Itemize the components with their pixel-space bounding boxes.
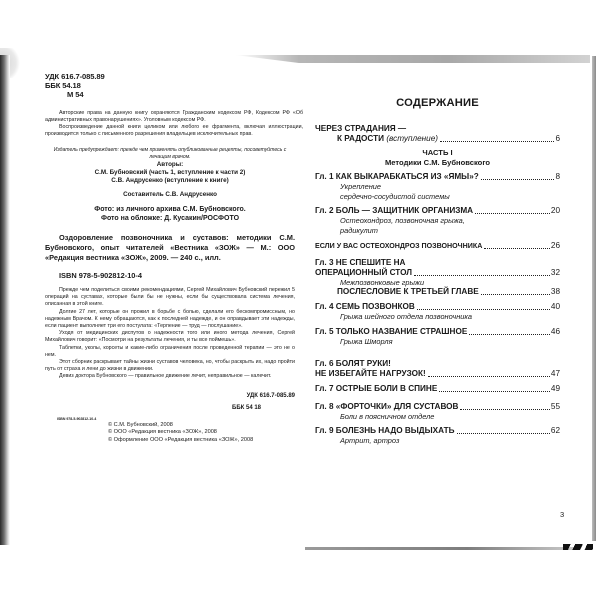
dot-leader <box>481 179 555 180</box>
toc-entry-subtitle: Межпозвонковые грыжи <box>340 277 425 287</box>
toc-page-number: 38 <box>550 287 560 297</box>
part-heading <box>315 148 560 167</box>
scan-top-shadow <box>235 55 590 63</box>
toc-entry-subtitle: Грыжа Шморля <box>340 336 393 346</box>
dot-leader <box>417 309 550 310</box>
isbn-small: ISBN 978-5-902812-10-4 <box>57 416 97 421</box>
dot-leader <box>469 334 550 335</box>
toc-entry-title: ЧЕРЕЗ СТРАДАНИЯ — <box>315 124 407 133</box>
dot-leader <box>475 213 550 214</box>
scan-bottom-edge <box>305 547 575 550</box>
authors-heading: Авторы: <box>156 161 184 168</box>
copyright-notice-1: Авторские права на данную книгу охраняются Гражданским кодексом РФ, Кодексом РФ «Об административных правонарушениях». Уголовным кодексом РФ. <box>45 110 303 123</box>
author-2: С.В. Андрусенко (вступление к книге) <box>111 177 229 184</box>
toc-entry <box>315 241 560 251</box>
toc-entry <box>315 327 560 347</box>
toc-entry-subtitle: Боли в поясничном отделе <box>340 412 435 422</box>
bibliographic-title: Оздоровление позвоночника и суставов: методики <box>59 233 272 242</box>
scan-corner-marks <box>563 544 593 550</box>
toc-entry-title: Гл. 1 КАК ВЫКАРАБКАТЬСЯ ИЗ «ЯМЫ»? <box>315 172 479 182</box>
udk-code-bottom: УДК 616.7-085.89 <box>246 392 295 399</box>
author-mark: М 54 <box>67 90 84 99</box>
bbk-code: ББК 54.18 <box>45 81 81 90</box>
toc-entry-title: Гл. 8 «ФОРТОЧКИ» ДЛЯ СУСТАВОВ <box>315 402 459 412</box>
toc-entry-title: НЕ ИЗБЕГАЙТЕ НАГРУЗОК! <box>315 369 426 379</box>
toc-entry-title: Гл. 6 БОЛЯТ РУКИ! <box>315 359 391 369</box>
dot-leader <box>484 248 550 249</box>
imprint-page <box>45 72 303 445</box>
annotation <box>45 287 295 381</box>
toc-page-number: 32 <box>550 267 560 277</box>
toc-entry-subtitle: Артрит, артроз <box>340 435 400 445</box>
toc-entry-subtitle: Укрепление <box>340 182 381 192</box>
annotation-paragraph: Долгие 27 лет, которые он прожил в борьбе с болью, сделали его бескомпромиссным, но надежным Врачом. К нему обращаются, как к последней надежде, и он оправдывает эти надежды, если пациент выполняет три его постулата: «Терпение — труд — послушание». <box>45 308 295 330</box>
part-subtitle: Методики С.М. Бубновского <box>384 157 491 167</box>
toc-entry <box>315 426 560 446</box>
scan-left-edge <box>0 55 10 545</box>
annotation-paragraph: Этот сборник раскрывает тайны жизни суставов человека, но, чтобы раскрыть их, надо пройти путь от страха и лени до жизни в движении. <box>45 359 295 373</box>
toc-entry-title: Гл. 3 НЕ СПЕШИТЕ НА <box>315 257 406 267</box>
annotation-paragraph: Девиз доктора Бубновского — правильное движение лечит, неправильное — калечит. <box>59 373 272 380</box>
toc-entry <box>315 206 560 235</box>
toc-entry-intro <box>315 124 560 144</box>
toc-entry <box>315 172 560 201</box>
copyright-lines <box>45 422 295 445</box>
toc-entry-title: Гл. 5 ТОЛЬКО НАЗВАНИЕ СТРАШНОЕ <box>315 326 468 336</box>
toc-entry <box>315 359 560 379</box>
toc-entry-title: Гл. 2 БОЛЬ — ЗАЩИТНИК ОРГАНИЗМА <box>315 206 474 216</box>
copyright-line: © ООО «Редакция вестника «ЗОЖ», 2008 <box>108 429 217 436</box>
toc-entry-subtitle: Остеохондроз, позвоночная грыжа, <box>340 216 465 226</box>
author-1: С.М. Бубновский (часть 1, вступление к части 2) <box>94 169 246 176</box>
toc-entry-subtitle: Грыжа шейного отдела позвоночника <box>340 312 472 322</box>
dot-leader <box>414 275 550 276</box>
photo-credit-1: Фото: из личного архива С.М. Бубновского. <box>94 206 246 213</box>
toc-entry-title: ПОСЛЕСЛОВИЕ К ТРЕТЬЕЙ ГЛАВЕ <box>337 287 479 297</box>
copyright-line: © Оформление ООО «Редакция вестника «ЗОЖ», 2008 <box>108 437 254 444</box>
udk-code: УДК 616.7-085.89 <box>45 72 105 81</box>
scan-right-edge <box>592 56 596 541</box>
toc-page-number: 26 <box>550 240 560 250</box>
contents-page <box>315 96 560 446</box>
dot-leader <box>460 409 549 410</box>
annotation-paragraph: Уходя от медицинских диспутов о надежности того или иного метода лечения, Сергей Михайлович говорит: «Посмотри на результаты лечения, и ты все поймешь». <box>45 330 295 344</box>
part-label: ЧАСТЬ I <box>422 148 453 157</box>
bibliographic-record <box>45 233 295 263</box>
toc-page-number: 62 <box>550 425 560 435</box>
dot-leader <box>457 433 550 434</box>
toc-entry <box>315 384 560 394</box>
toc-page-number: 49 <box>550 384 560 394</box>
copyright-line: © С.М. Бубновский, 2008 <box>108 421 173 428</box>
toc-page-number: 8 <box>555 172 560 182</box>
toc-entry-title: ЕСЛИ У ВАС ОСТЕОХОНДРОЗ ПОЗВОНОЧНИКА <box>315 241 483 250</box>
page-number: 3 <box>560 510 565 519</box>
toc-entry-title: Гл. 7 ОСТРЫЕ БОЛИ В СПИНЕ <box>315 384 438 394</box>
bbk-code-bottom: ББК 54 18 <box>232 404 261 411</box>
toc-page-number: 6 <box>555 134 560 143</box>
toc-page-number: 20 <box>550 206 560 216</box>
photo-credit-2: Фото на обложке: Д. Кусакин/РОСФОТО <box>100 215 240 222</box>
dot-leader <box>481 294 550 295</box>
toc-entry-title: Гл. 4 СЕМЬ ПОЗВОНКОВ <box>315 302 415 312</box>
annotation-paragraph: Таблетки, уколы, корсеты и какие-либо ограничения после проведенной терапии — это не о нем. <box>45 344 295 358</box>
toc-entry-title: К РАДОСТИ (вступление) <box>337 134 438 143</box>
toc-entry <box>315 302 560 322</box>
toc-page-number: 47 <box>550 369 560 379</box>
toc-entry-title: ОПЕРАЦИОННЫЙ СТОЛ <box>315 267 413 277</box>
toc-entry-subtitle: сердечно-сосудистой системы <box>340 191 450 201</box>
copyright-notice-2: Воспроизведение данной книги целиком или любого ее фрагмента, включая иллюстрации, производится только с письменного разрешения владельцев исключительных прав. <box>45 124 303 137</box>
contents-title: СОДЕРЖАНИЕ <box>396 97 479 109</box>
toc-page-number: 40 <box>550 302 560 312</box>
bibliographic-details: С.М. Бубновского, опыт читателей «Вестника «ЗОЖ» — М.: ООО «Редакция вестника «ЗОЖ», 2009. — 240 с., илл. <box>45 233 295 262</box>
isbn: ISBN 978-5-902812-10-4 <box>59 271 142 280</box>
toc-entry <box>315 402 560 422</box>
compiler: Составитель С.В. Андрусенко <box>123 191 217 198</box>
toc-entry-title: Гл. 9 БОЛЕЗНЬ НАДО ВЫДЫХАТЬ <box>315 425 455 435</box>
toc-page-number: 55 <box>550 402 560 412</box>
toc-page-number: 46 <box>550 326 560 336</box>
dot-leader <box>428 376 550 377</box>
dot-leader <box>439 391 550 392</box>
publisher-warning: Издатель предупреждает: прежде чем применять опубликованные рецепты, посоветуйтесь с лечащим врачом. <box>53 147 287 160</box>
toc-entry-subtitle: радикулит <box>340 225 378 235</box>
copyright-notice <box>45 110 303 138</box>
toc-entry <box>315 258 560 288</box>
toc-entry-line <box>315 134 560 144</box>
toc-entry <box>315 287 560 297</box>
annotation-paragraph: Прежде чем поделиться своими рекомендациями, Сергей Михайлович Бубновский пережил 5 операций на суставах, которые были бы не нужны, если бы существовала система лечения, описанная в этой книге. <box>45 287 295 308</box>
dot-leader <box>440 141 554 142</box>
